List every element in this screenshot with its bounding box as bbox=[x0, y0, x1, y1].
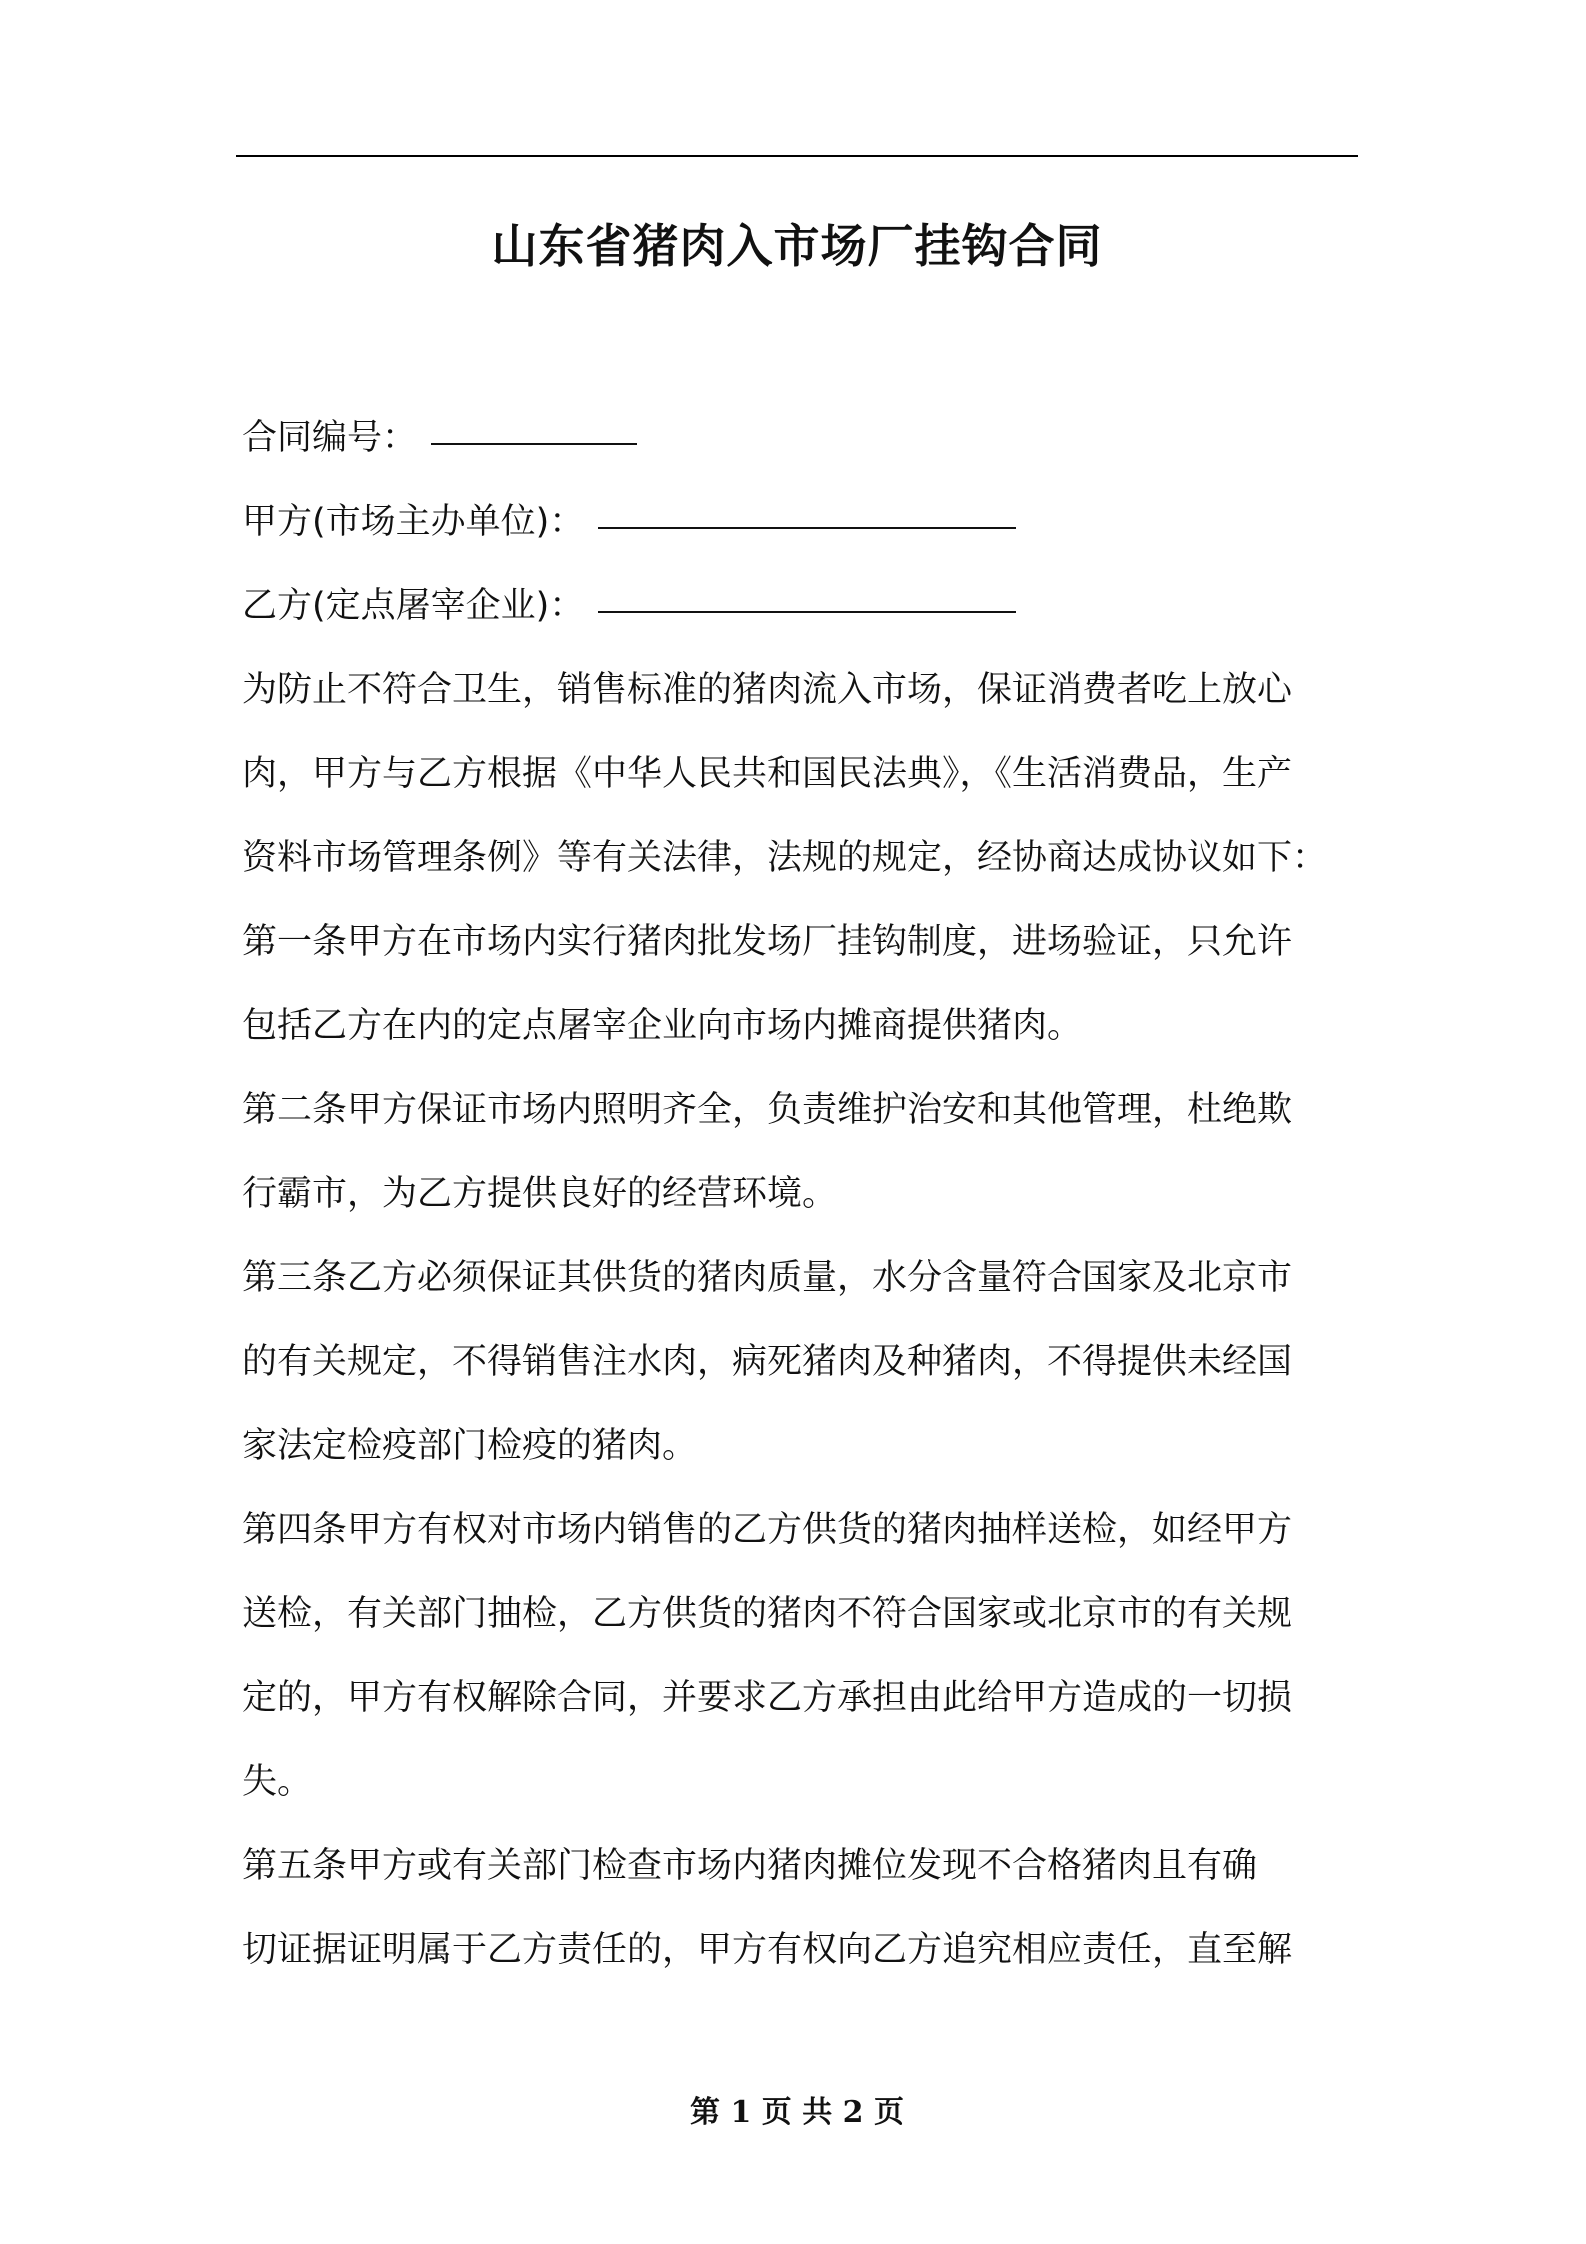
party-b-label: 乙方(定点屠宰企业)： bbox=[242, 586, 585, 626]
body-line: 第五条甲方或有关部门检查市场内猪肉摊位发现不合格猪肉且有确 bbox=[242, 1846, 1258, 1886]
body-line: 的有关规定，不得销售注水肉，病死猪肉及种猪肉，不得提供未经国 bbox=[242, 1342, 1293, 1382]
party-b-field bbox=[242, 564, 1362, 648]
body-line: 第三条乙方必须保证其供货的猪肉质量，水分含量符合国家及北京市 bbox=[242, 1258, 1293, 1298]
body-line: 肉，甲方与乙方根据《中华人民共和国民法典》，《生活消费品，生产 bbox=[242, 754, 1293, 794]
contract-number-label: 合同编号： bbox=[242, 418, 418, 458]
page-footer: 第 1 页 共 2 页 bbox=[690, 2095, 904, 2130]
body-line: 送检，有关部门抽检，乙方供货的猪肉不符合国家或北京市的有关规 bbox=[242, 1594, 1293, 1634]
body-line: 为防止不符合卫生，销售标准的猪肉流入市场，保证消费者吃上放心 bbox=[242, 670, 1293, 710]
document-title: 山东省猪肉入市场厂挂钩合同 bbox=[491, 219, 1103, 273]
contract-number-field bbox=[242, 396, 1362, 480]
body-line: 资料市场管理条例》等有关法律，法规的规定，经协商达成协议如下： bbox=[242, 838, 1328, 878]
body-line: 第四条甲方有权对市场内销售的乙方供货的猪肉抽样送检，如经甲方 bbox=[242, 1510, 1293, 1550]
header-rule bbox=[236, 155, 1358, 157]
body-line: 行霸市，为乙方提供良好的经营环境。 bbox=[242, 1174, 838, 1214]
body-line: 第二条甲方保证市场内照明齐全，负责维护治安和其他管理，杜绝欺 bbox=[242, 1090, 1293, 1130]
body-line: 失。 bbox=[242, 1762, 313, 1802]
party-b-blank bbox=[598, 577, 1016, 613]
party-a-label: 甲方(市场主办单位)： bbox=[242, 502, 585, 542]
body-line: 切证据证明属于乙方责任的，甲方有权向乙方追究相应责任，直至解 bbox=[242, 1930, 1293, 1970]
contract-number-blank bbox=[431, 409, 637, 445]
party-a-field bbox=[242, 480, 1362, 564]
body-line: 包括乙方在内的定点屠宰企业向市场内摊商提供猪肉。 bbox=[242, 1006, 1083, 1046]
document-body bbox=[242, 396, 1362, 1992]
party-a-blank bbox=[598, 493, 1016, 529]
body-line: 第一条甲方在市场内实行猪肉批发场厂挂钩制度，进场验证，只允许 bbox=[242, 922, 1293, 962]
body-line: 家法定检疫部门检疫的猪肉。 bbox=[242, 1426, 698, 1466]
body-line: 定的，甲方有权解除合同，并要求乙方承担由此给甲方造成的一切损 bbox=[242, 1678, 1293, 1718]
